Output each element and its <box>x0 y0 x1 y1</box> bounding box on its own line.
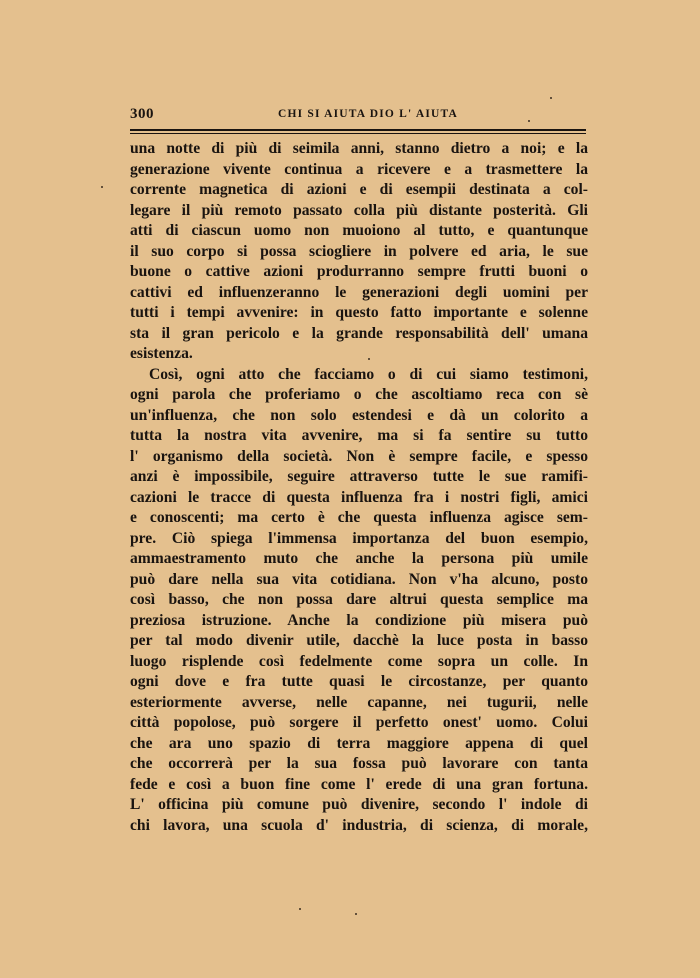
text-line: corrente magnetica di azioni e di esempii destinata a col- <box>130 181 588 198</box>
text-line: tutti i tempi avvenire: in questo fatto importante e solenne <box>130 304 588 321</box>
text-line: luogo risplende così fedelmente come sopra un colle. In <box>130 652 588 670</box>
text-line: fede e così a buon fine come l' erede di una gran fortuna. <box>130 775 588 793</box>
page-number: 300 <box>130 106 154 122</box>
text-line: e conoscenti; ma certo è che questa influenza agisce sem- <box>130 509 588 526</box>
text-line: così basso, che non possa dare altrui questa semplice ma <box>130 591 588 608</box>
text-line: esistenza. <box>130 345 193 362</box>
text-line: L' officina più comune può divenire, secondo l' indole di <box>130 796 588 813</box>
print-speck <box>368 358 370 360</box>
text-line: tutta la nostra vita avvenire, ma si fa sentire su tutto <box>130 427 588 444</box>
text-line: sta il gran pericolo e la grande responsabilità dell' umana <box>130 324 588 342</box>
text-line: anzi è impossibile, seguire attraverso tutte le sue ramifi- <box>130 468 588 485</box>
text-line: legare il più remoto passato colla più distante posterità. Gli <box>130 201 588 219</box>
paragraph-1 <box>130 139 588 365</box>
text-line: ogni parola che proferiamo o che ascoltiamo reca con sè <box>130 386 588 403</box>
text-line: chi lavora, una scuola d' industria, di scienza, di morale, <box>130 816 588 834</box>
text-line: generazione vivente continua a ricevere e a trasmettere la <box>130 160 588 178</box>
text-line: atti di ciascun uomo non muoiono al tutto, e quantunque <box>130 222 588 239</box>
print-speck <box>550 97 552 99</box>
text-line: preziosa istruzione. Anche la condizione più misera può <box>130 611 588 629</box>
text-line: ammaestramento muto che anche la persona più umile <box>130 550 588 567</box>
text-line: esteriormente avverse, nelle capanne, nei tugurii, nelle <box>130 693 588 711</box>
text-line: il suo corpo si possa sciogliere in polvere ed aria, le sue <box>130 242 588 260</box>
text-line: un'influenza, che non solo estendesi e dà un colorito a <box>130 406 588 424</box>
text-line: può dare nella sua vita cotidiana. Non v'ha alcuno, posto <box>130 570 588 588</box>
text-line: pre. Ciò spiega l'immensa importanza del buon esempio, <box>130 529 588 547</box>
text-line: una notte di più di seimila anni, stanno dietro a noi; e la <box>130 140 588 157</box>
text-line: cazioni le tracce di questa influenza fra i nostri figli, amici <box>130 488 588 506</box>
text-line: che ara uno spazio di terra maggiore appena di quel <box>130 734 588 752</box>
text-line: città popolose, può sorgere il perfetto onest' uomo. Colui <box>130 714 588 731</box>
text-line: Così, ogni atto che facciamo o di cui siamo testimoni, <box>149 365 588 383</box>
text-line: per tal modo divenir utile, dacchè la luce posta in basso <box>130 632 588 649</box>
text-line: che occorrerà per la sua fossa può lavorare con tanta <box>130 755 588 772</box>
body-text <box>130 139 588 836</box>
print-speck <box>528 120 530 122</box>
running-title: CHI SI AIUTA DIO L' AIUTA <box>277 108 459 120</box>
text-line: ogni dove e fra tutte quasi le circostanze, per quanto <box>130 673 588 690</box>
header-rule <box>130 129 586 134</box>
running-head <box>130 106 586 126</box>
text-line: l' organismo della società. Non è sempre facile, e spesso <box>130 447 588 465</box>
text-line: buone o cattive azioni produrranno sempre frutti buoni o <box>130 263 588 280</box>
text-line: cattivi ed influenzeranno le generazioni degli uomini per <box>130 283 588 301</box>
print-speck <box>355 913 357 915</box>
print-speck <box>299 908 301 910</box>
print-speck <box>101 186 103 188</box>
paragraph-2 <box>130 365 588 837</box>
